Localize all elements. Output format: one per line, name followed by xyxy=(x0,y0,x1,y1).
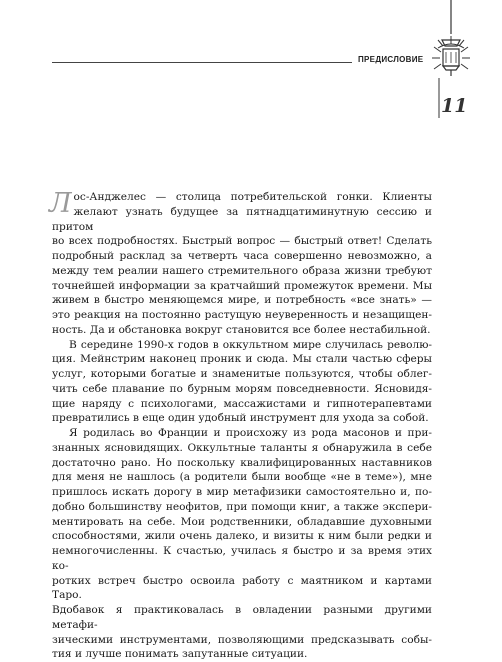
text-line: Вдобавок я практиковалась в овладении разными другими метафи- xyxy=(52,604,432,631)
drop-cap: Л xyxy=(49,188,72,219)
paragraph xyxy=(52,426,432,662)
text-line: живем в быстро меняющемся мире, и потребность «все знать» — xyxy=(52,294,432,307)
text-line: это реакция на постоянно растущую неуверенность и незащищен- xyxy=(52,309,432,321)
text-line: достаточно рано. Но поскольку квалифицированных наставников xyxy=(52,456,432,469)
text-line: немногочисленны. К счастью, училась я быстро и за время этих ко- xyxy=(52,545,432,572)
text-line: тия и лучше понимать запутанные ситуации. xyxy=(52,648,308,661)
text-line: ос-Анджелес — столица потребительской гонки. Клиенты xyxy=(73,191,432,203)
text-line: услуг, которыми богатые и знаменитые пользуются, чтобы облег- xyxy=(52,368,432,380)
paragraph xyxy=(49,188,432,338)
body-text xyxy=(49,188,432,662)
text-line: ность. Да и обстановка вокруг становится все более нестабильной. xyxy=(52,323,431,336)
text-line: во всех подробностях. Быстрый вопрос — быстрый ответ! Сделать xyxy=(52,235,432,248)
header-rule xyxy=(52,62,352,63)
text-line: В середине 1990-х годов в оккультном мире случилась револю- xyxy=(69,338,432,351)
page-number: 11 xyxy=(441,95,468,117)
text-line: превратились в еще один удобный инструмент для ухода за собой. xyxy=(52,412,429,425)
text-line: щие наряду с психологами, массажистами и гипнотерапевтами xyxy=(52,397,432,410)
text-line: знанных ясновидящих. Оккультные таланты я обнаружила в себе xyxy=(52,441,432,454)
section-title: ПРЕДИСЛОВИЕ xyxy=(358,55,424,64)
text-line: способностями, жили очень далеко, и визиты к ним были редки и xyxy=(52,530,432,543)
text-line: точнейшей информации за кратчайший промежуток времени. Мы xyxy=(52,279,432,292)
text-line: добно большинству неофитов, при помощи книг, а также экспери- xyxy=(52,500,432,513)
text-line: ротких встреч быстро освоила работу с маятником и картами Таро. xyxy=(52,574,432,602)
text-line: пришлось искать дорогу в мир метафизики самостоятельно и, по- xyxy=(52,486,432,498)
text-line: желают узнать будущее за пятнадцатиминутную сессию и притом xyxy=(52,205,432,233)
text-line: ментировать на себе. Мои родственники, обладавшие духовными xyxy=(52,515,432,528)
text-line: Я родилась во Франции и происхожу из рода масонов и при- xyxy=(69,427,432,439)
paragraph xyxy=(52,338,432,427)
text-line: для меня не нашлось (а родители были вообще «не в теме»), мне xyxy=(52,471,432,484)
text-line: подробный расклад за четверть часа совершенно невозможно, а xyxy=(52,250,432,262)
text-line: чить себе плавание по бурным морям повседневности. Ясновидя- xyxy=(52,382,432,395)
text-line: ция. Мейнстрим наконец проник и сюда. Мы стали частью сферы xyxy=(52,353,432,366)
text-line: зическими инструментами, позволяющими предсказывать собы- xyxy=(52,633,432,646)
text-line: между тем реалии нашего стремительного образа жизни требуют xyxy=(52,264,432,277)
